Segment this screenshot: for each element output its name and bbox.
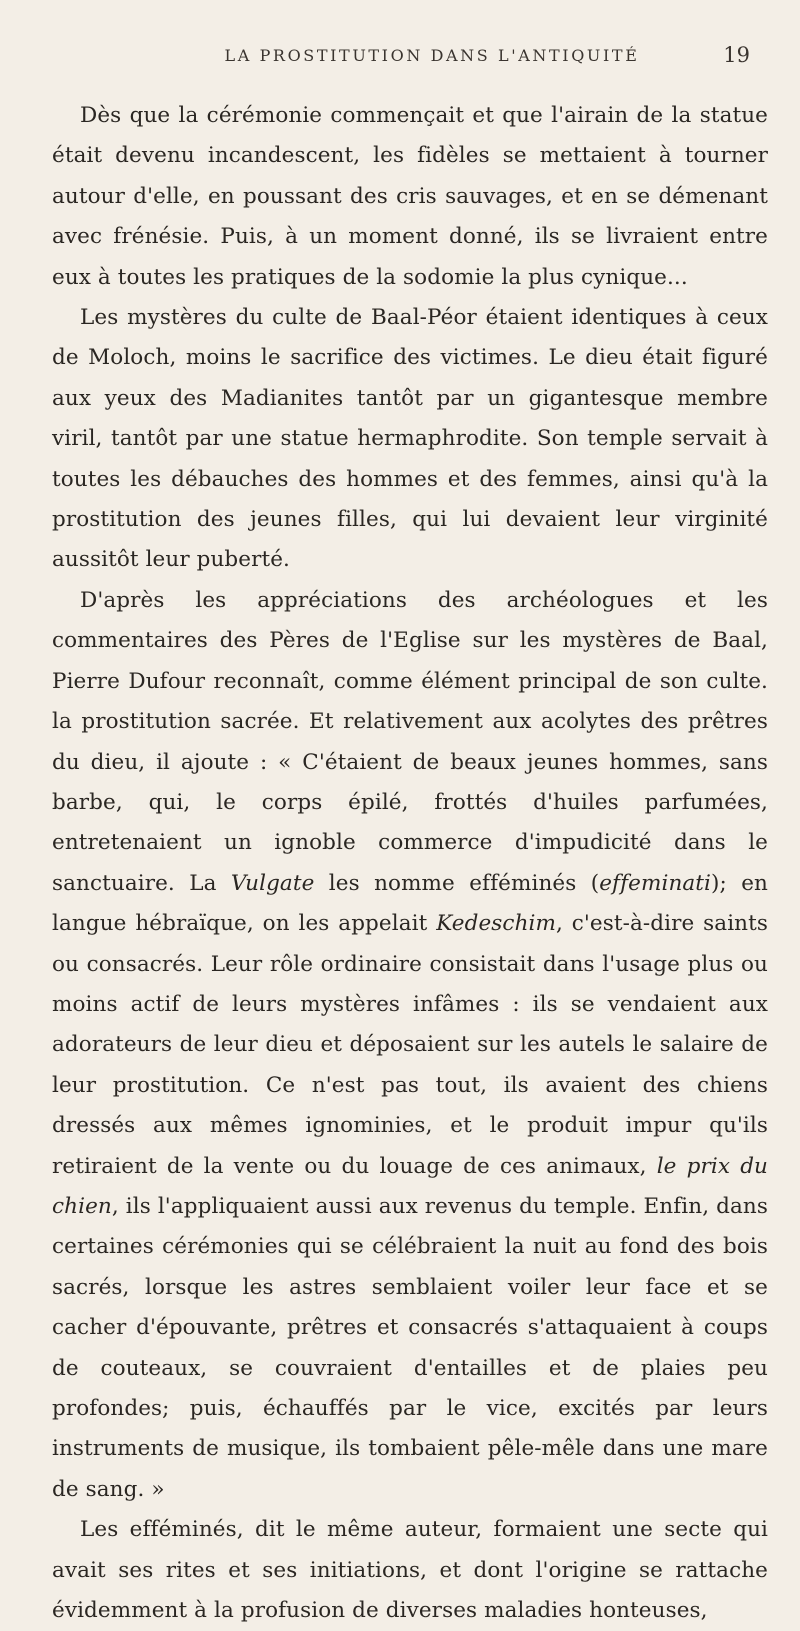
paragraph-3-text-b: les nomme efféminés ( xyxy=(314,870,600,896)
paragraph-3-text-e: , ils l'appliquaient aussi aux revenus du temple. Enfin, dans certaines cérémonies qui se célébraient la nuit au fond des bois sacrés, lorsque les astres semblaient voiler leur face et se cacher d'épouvante, prêtres et consacrés s'attaquaient à coups de couteaux, se couvraient d'entailles et de plaies peu profondes; puis, échauffés par le vice, excités par leurs instruments de musique, ils tombaient pêle-mêle dans une mare de sang. » xyxy=(52,1193,768,1502)
paragraph-2: Les mystères du culte de Baal-Péor étaient identiques à ceux de Moloch, moins le sacrifice des victimes. Le dieu était figuré aux yeux des Madianites tantôt par un gigantesque membre viril, tantôt par une statue hermaphrodite. Son temple servait à toutes les débauches des hommes et des femmes, ainsi qu'à la prostitution des jeunes filles, qui lui devaient leur virginité aussitôt leur puberté. xyxy=(52,305,768,573)
paragraph-3-text-c: ); en langue hébraïque, on les appelait xyxy=(52,870,768,937)
paragraph-3-text-d: , c'est-à-dire saints ou consacrés. Leur rôle ordinaire consistait dans l'usage plus ou moins actif de leurs mystères infâmes : ils se vendaient aux adorateurs de leur dieu et déposaient sur les autels le salaire de leur prostitution. Ce n'est pas tout, ils avaient des chiens dressés aux mêmes ignominies, et le produit impur qu'ils retiraient de la vente ou du louage de ces animaux, xyxy=(52,911,769,1179)
paragraph-1: Dès que la cérémonie commençait et que l'airain de la statue était devenu incandescent, les fidèles se mettaient à tourner autour d'elle, en poussant des cris sauvages, et en se démenant avec frénésie. Puis, à un moment donné, ils se livraient entre eux à toutes les pratiques de la sodomie la plus cynique... xyxy=(52,103,768,290)
running-header xyxy=(0,43,800,76)
term-effeminati: effeminati xyxy=(599,870,712,896)
page-number: 19 xyxy=(723,43,750,67)
body-text xyxy=(52,96,768,1631)
term-prix-du-chien: le prix du chien xyxy=(52,1153,769,1219)
paragraph-4: Les efféminés, dit le même auteur, formaient une secte qui avait ses rites et ses initiations, et dont l'origine se rattache évidemment à la profusion de diverses maladies honteuses, xyxy=(52,1517,768,1624)
paragraph-3-text-a: D'après les appréciations des archéologues et les commentaires des Pères de l'Eglise sur les mystères de Baal, Pierre Dufour reconnaît, comme élément principal de son culte. la prostitution sacrée. Et relativement aux acolytes des prêtres du dieu, il ajoute : « C'étaient de beaux jeunes hommes, sans barbe, qui, le corps épilé, frottés d'huiles parfumées, entretenaient un ignoble commerce d'impudicité dans le sanctuaire. La xyxy=(52,587,768,896)
term-vulgate: Vulgate xyxy=(230,870,315,896)
term-kedeschim: Kedeschim xyxy=(436,911,556,937)
running-title: LA PROSTITUTION DANS L'ANTIQUITÉ xyxy=(224,46,640,65)
paragraph-3 xyxy=(52,581,768,1510)
